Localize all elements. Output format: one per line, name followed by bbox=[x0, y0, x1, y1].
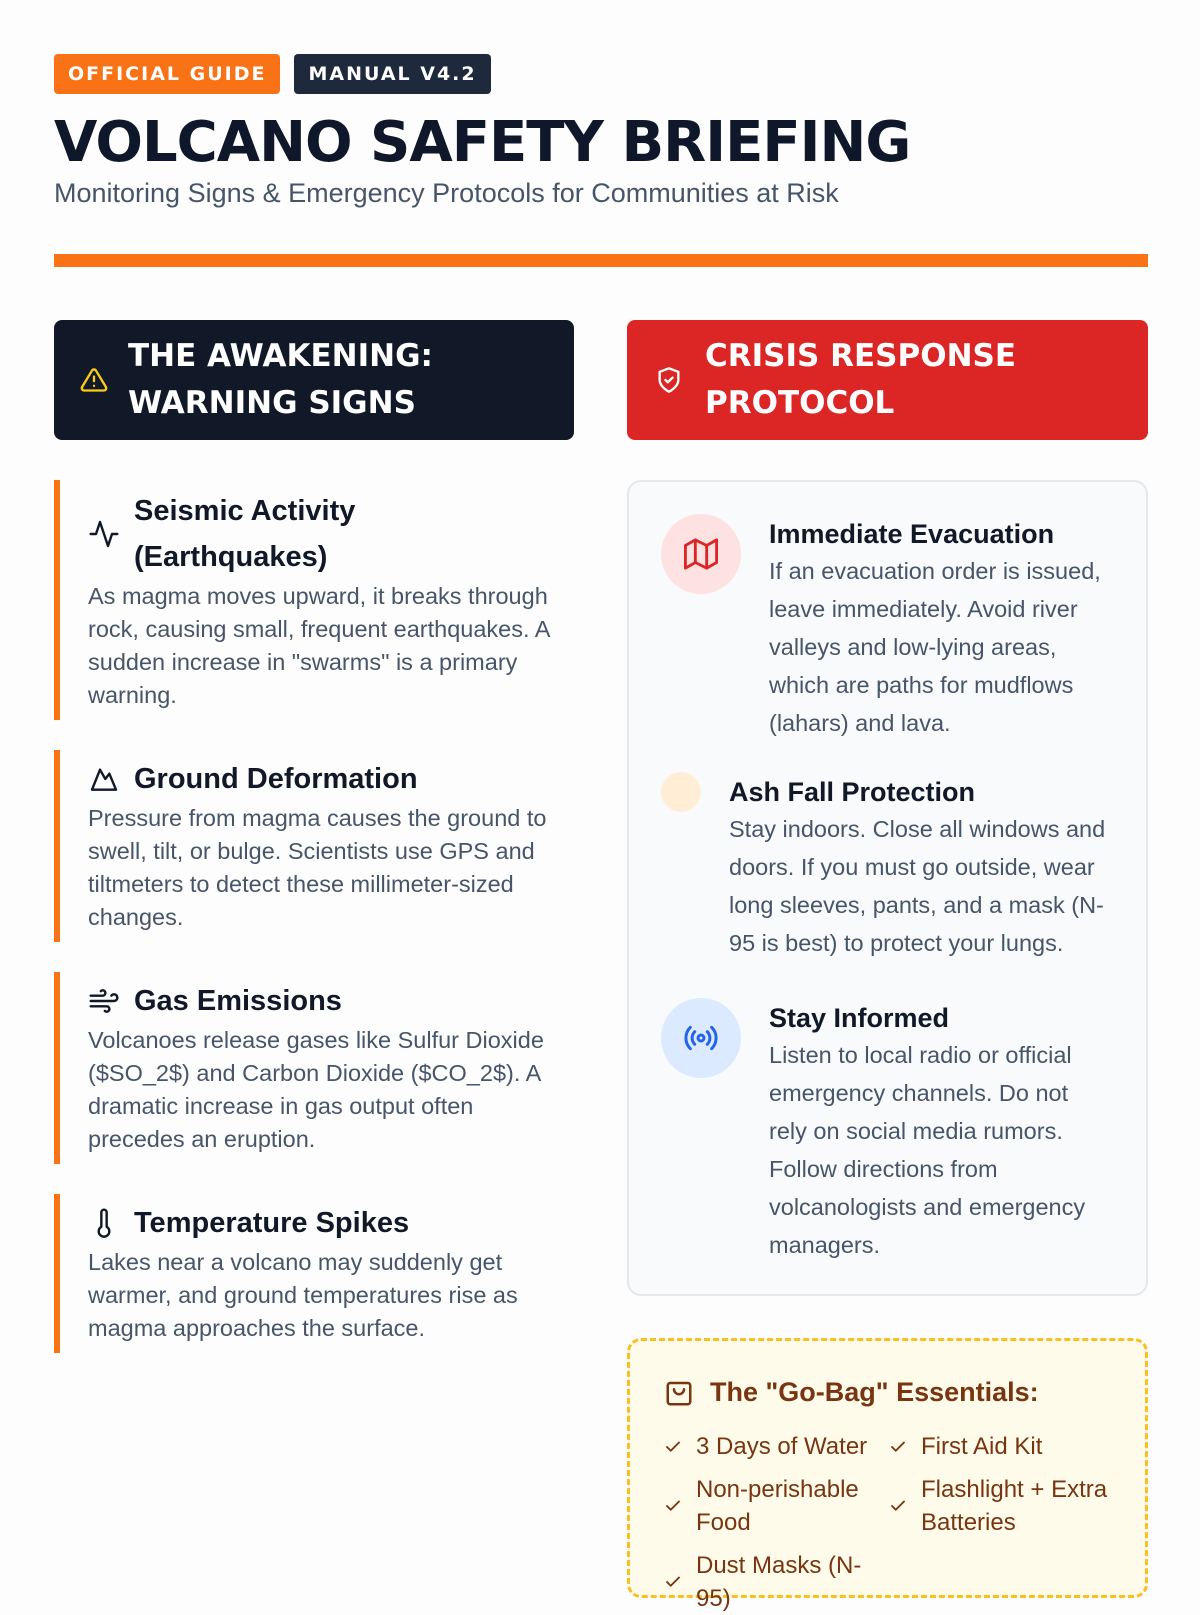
mountain-icon bbox=[88, 763, 120, 795]
official-guide-tag: OFFICIAL GUIDE bbox=[54, 54, 280, 94]
step-ash-fall bbox=[661, 772, 1112, 962]
go-bag-item-label: Flashlight + Extra Batteries bbox=[921, 1476, 1108, 1536]
check-icon bbox=[664, 1497, 682, 1515]
shield-check-icon bbox=[655, 366, 683, 394]
crisis-heading-line2: PROTOCOL bbox=[705, 385, 895, 421]
step-body: Stay indoors. Close all windows and doors. If you must go outside, wear long sleeves, pants, and a mask (N-95 is best) to protect your lungs. bbox=[729, 816, 1106, 956]
go-bag-item-label: Dust Masks (N-95) bbox=[696, 1552, 862, 1612]
check-icon bbox=[889, 1438, 907, 1456]
warning-heading-line2: WARNING SIGNS bbox=[128, 385, 416, 421]
ash-dot-icon bbox=[661, 772, 701, 812]
shopping-bag-icon bbox=[664, 1378, 694, 1408]
sign-body: Pressure from magma causes the ground to swell, tilt, or bulge. Scientists use GPS and tiltmeters to detect these millimeter-sized changes. bbox=[88, 805, 547, 930]
page-subtitle: Monitoring Signs & Emergency Protocols for Communities at Risk bbox=[54, 178, 839, 208]
sign-title: Seismic Activity (Earthquakes) bbox=[134, 495, 356, 573]
wind-icon bbox=[88, 985, 120, 1017]
step-title: Immediate Evacuation bbox=[769, 519, 1055, 549]
sign-title: Ground Deformation bbox=[134, 763, 418, 795]
sign-gas-emissions bbox=[54, 972, 574, 1164]
header-tags bbox=[54, 54, 491, 94]
sign-title: Temperature Spikes bbox=[134, 1207, 410, 1239]
thermometer-icon bbox=[88, 1207, 120, 1239]
go-bag-item-label: Non-perishable Food bbox=[696, 1476, 859, 1536]
warning-heading-line1: THE AWAKENING: bbox=[128, 338, 433, 374]
sign-seismic-head bbox=[88, 488, 574, 580]
sign-body: As magma moves upward, it breaks through rock, causing small, frequent earthquakes. A sudden increase in "swarms" is a primary warning. bbox=[88, 583, 550, 708]
warning-signs-heading bbox=[128, 333, 433, 427]
crisis-heading-line1: CRISIS RESPONSE bbox=[705, 338, 1017, 374]
go-bag-item-label: 3 Days of Water bbox=[696, 1433, 868, 1460]
go-bag-box bbox=[627, 1338, 1148, 1612]
go-bag-list bbox=[664, 1430, 1115, 1615]
step-text bbox=[729, 772, 1112, 962]
sign-body: Volcanoes release gases like Sulfur Dioxide ($SO_2$) and Carbon Dioxide ($CO_2$). A dramatic increase in gas output often precedes an eruption. bbox=[88, 1027, 544, 1152]
map-icon bbox=[684, 537, 718, 571]
briefing-page bbox=[54, 0, 1148, 1612]
crisis-response-heading bbox=[705, 333, 1016, 427]
step-text bbox=[769, 514, 1112, 742]
radio-broadcast-icon-badge bbox=[661, 998, 741, 1078]
sign-gas-head bbox=[88, 978, 574, 1024]
map-icon-badge bbox=[661, 514, 741, 594]
manual-version-tag: MANUAL V4.2 bbox=[294, 54, 490, 94]
step-stay-informed bbox=[661, 998, 1112, 1264]
sign-title: Gas Emissions bbox=[134, 985, 342, 1017]
step-title: Stay Informed bbox=[769, 1003, 950, 1033]
header-divider bbox=[54, 254, 1148, 267]
go-bag-title: The "Go-Bag" Essentials: bbox=[710, 1377, 1039, 1407]
warning-signs-column bbox=[54, 320, 574, 1383]
radio-broadcast-icon bbox=[683, 1020, 719, 1056]
sign-body: Lakes near a volcano may suddenly get warmer, and ground temperatures rise as magma approaches the surface. bbox=[88, 1249, 518, 1341]
go-bag-header bbox=[664, 1377, 1115, 1408]
sign-seismic bbox=[54, 480, 574, 720]
step-title: Ash Fall Protection bbox=[729, 777, 976, 807]
warning-signs-list bbox=[54, 480, 574, 1353]
go-bag-item bbox=[664, 1430, 889, 1463]
go-bag-item bbox=[889, 1430, 1114, 1463]
step-evacuation bbox=[661, 514, 1112, 742]
go-bag-item bbox=[664, 1473, 889, 1539]
crisis-response-header bbox=[627, 320, 1148, 440]
check-icon bbox=[664, 1573, 682, 1591]
page-title: VOLCANO SAFETY BRIEFING bbox=[54, 110, 911, 175]
sign-temperature bbox=[54, 1194, 574, 1353]
go-bag-item bbox=[889, 1473, 1114, 1539]
go-bag-item-label: First Aid Kit bbox=[921, 1433, 1043, 1460]
activity-pulse-icon bbox=[88, 518, 120, 550]
step-body: Listen to local radio or official emergency channels. Do not rely on social media rumors. Follow directions from volcanologists and emergency managers. bbox=[769, 1042, 1086, 1258]
warning-signs-header bbox=[54, 320, 574, 440]
warning-triangle-icon bbox=[80, 366, 108, 394]
sign-ground-deformation bbox=[54, 750, 574, 942]
go-bag-item bbox=[664, 1549, 889, 1615]
sign-temperature-head bbox=[88, 1200, 574, 1246]
sign-ground-head bbox=[88, 756, 574, 802]
crisis-response-column bbox=[627, 320, 1148, 1612]
step-text bbox=[769, 998, 1112, 1264]
check-icon bbox=[889, 1497, 907, 1515]
protocol-card bbox=[627, 480, 1148, 1296]
check-icon bbox=[664, 1438, 682, 1456]
step-body: If an evacuation order is issued, leave immediately. Avoid river valleys and low-lying areas, which are paths for mudflows (lahars) and lava. bbox=[769, 558, 1101, 736]
